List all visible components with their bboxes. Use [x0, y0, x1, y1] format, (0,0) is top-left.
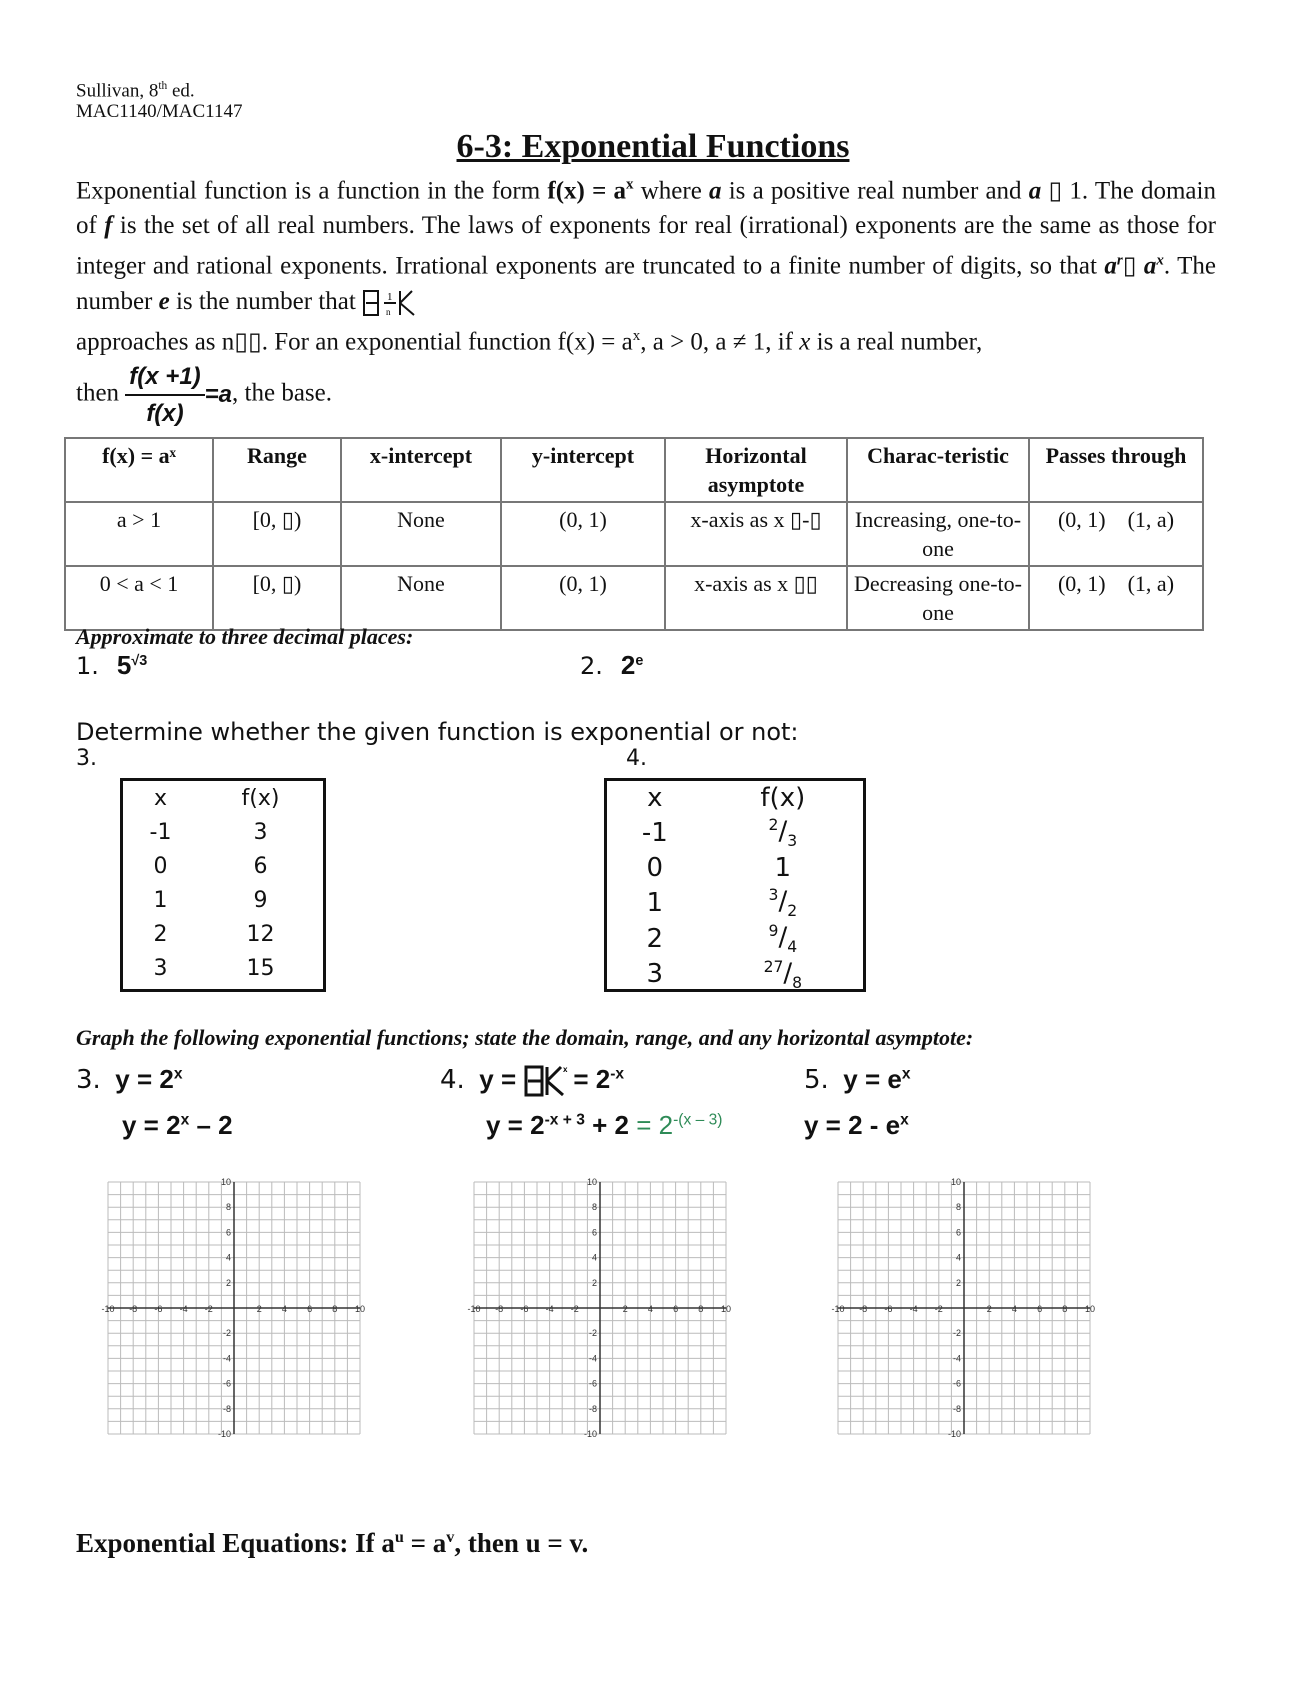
half-power-expression-icon	[523, 1064, 573, 1098]
x-tick-label: -10	[101, 1304, 115, 1314]
graph-problem-5-line-2: $y = 2 - e^x$	[804, 1110, 909, 1140]
y-tick-label: -6	[952, 1378, 961, 1389]
graph-problem-4-line-2: $y = 2^{-x + 3} + 2 = 2^{-(x - 3)}$	[486, 1110, 723, 1140]
y-tick-label: 2	[591, 1277, 597, 1288]
x-tick-label: -2	[204, 1304, 213, 1314]
x-tick-label: 8	[1062, 1304, 1068, 1314]
table-header-row	[65, 438, 1203, 502]
x-tick-label: 4	[281, 1304, 287, 1314]
svg-text:1: 1	[387, 290, 393, 303]
determine-heading: Determine whether the given function is exponential or not:	[76, 718, 799, 746]
y-tick-label: 4	[591, 1252, 597, 1263]
ratio-fraction: $\frac{f(x +1)}{f(x)}$	[125, 359, 204, 431]
x-tick-label: 4	[647, 1304, 653, 1314]
x-tick-label: 6	[1037, 1304, 1043, 1314]
page-title: 6-3: Exponential Functions	[456, 128, 850, 165]
course-edition: Sullivan, 8th ed.	[76, 80, 195, 102]
x-tick-label: -4	[909, 1304, 918, 1314]
y-tick-label: 6	[225, 1227, 231, 1238]
function-table-4: x f(x) -1 $^2/_3$ 0 1 1 $^3/_2$ 2 $^9/_4$ 3 $^{27}/_8$	[604, 778, 866, 992]
x-tick-label: 10	[720, 1304, 732, 1314]
approx-question-1: 1. $5^{√3}$	[76, 650, 148, 680]
y-tick-label: -4	[588, 1353, 597, 1364]
function-table-3: x f(x) -1 3 0 6 1 9 2 12 3 15	[120, 778, 326, 992]
graph-heading: Graph the following exponential functions; state the domain, range, and any horizontal asymptote:	[76, 1025, 974, 1050]
x-tick-label: -8	[129, 1304, 138, 1314]
header-characteristic: Charac-teristic	[847, 438, 1029, 502]
course-code: MAC1140/MAC1147	[76, 101, 243, 122]
y-tick-label: -8	[222, 1403, 231, 1414]
x-tick-label: -2	[934, 1304, 943, 1314]
x-tick-label: -4	[179, 1304, 188, 1314]
x-tick-label: 10	[354, 1304, 366, 1314]
y-tick-label: 8	[591, 1202, 597, 1213]
x-tick-label: 10	[1084, 1304, 1096, 1314]
graph-problem-4-line-1: 4. y = x = $2^{-x}$	[440, 1064, 624, 1098]
determine-q3-number: 3.	[76, 746, 97, 771]
y-tick-label: -10	[217, 1429, 231, 1439]
y-tick-label: 6	[955, 1227, 961, 1238]
approx-heading: Approximate to three decimal places:	[76, 624, 414, 649]
e-limit-expression-icon	[362, 288, 418, 318]
svg-text:n: n	[386, 306, 391, 317]
y-tick-label: -6	[222, 1378, 231, 1389]
x-tick-label: 8	[332, 1304, 338, 1314]
y-tick-label: 8	[225, 1202, 231, 1213]
x-tick-label: 2	[256, 1304, 262, 1314]
y-tick-label: -8	[588, 1403, 597, 1414]
exponential-equations-rule: Exponential Equations: If $a^u = a^v$, then u = v.	[76, 1528, 589, 1558]
x-tick-label: -8	[495, 1304, 504, 1314]
table-row: 0 < a < 1 [0, ▯) None (0, 1) x-axis as x ▯▯ Decreasing one-to-one (0, 1) (1, a)	[65, 566, 1203, 630]
y-tick-label: 10	[586, 1177, 597, 1187]
y-tick-label: 10	[950, 1177, 961, 1187]
header-passes-through: Passes through	[1029, 438, 1203, 502]
y-tick-label: 2	[955, 1277, 961, 1288]
properties-table	[64, 437, 1204, 631]
graph-problem-5-line-1: 5. $y = e^x$	[804, 1064, 911, 1095]
x-tick-label: -10	[831, 1304, 845, 1314]
x-tick-label: -10	[467, 1304, 481, 1314]
y-tick-label: 10	[220, 1177, 231, 1187]
coordinate-grid-4[interactable]	[467, 1176, 732, 1442]
y-tick-label: -2	[222, 1328, 231, 1339]
x-tick-label: -4	[545, 1304, 554, 1314]
y-tick-label: -10	[947, 1429, 961, 1439]
x-tick-label: -6	[884, 1304, 893, 1314]
x-tick-label: 2	[986, 1304, 992, 1314]
y-tick-label: -2	[588, 1328, 597, 1339]
header-x-intercept: x-intercept	[341, 438, 501, 502]
y-tick-label: 2	[225, 1277, 231, 1288]
y-tick-label: 4	[955, 1252, 961, 1263]
x-tick-label: 6	[673, 1304, 679, 1314]
y-tick-label: -6	[588, 1378, 597, 1389]
x-tick-label: 6	[307, 1304, 313, 1314]
y-tick-label: -4	[952, 1353, 961, 1364]
approx-question-2: 2. 2e	[580, 650, 644, 680]
x-tick-label: -6	[154, 1304, 163, 1314]
y-tick-label: 8	[955, 1202, 961, 1213]
determine-q4-number: 4.	[626, 746, 647, 771]
x-tick-label: -6	[520, 1304, 529, 1314]
header-horizontal-asymptote: Horizontal asymptote	[665, 438, 847, 502]
y-tick-label: -10	[583, 1429, 597, 1439]
x-tick-label: 4	[1011, 1304, 1017, 1314]
y-tick-label: -4	[222, 1353, 231, 1364]
svg-text:x: x	[563, 1065, 568, 1075]
y-tick-label: 6	[591, 1227, 597, 1238]
header-fx: f(x) = aˣ	[65, 438, 213, 502]
x-tick-label: 8	[698, 1304, 704, 1314]
coordinate-grid-5[interactable]	[831, 1176, 1096, 1442]
x-tick-label: -2	[570, 1304, 579, 1314]
y-tick-label: -8	[952, 1403, 961, 1414]
x-tick-label: -8	[859, 1304, 868, 1314]
y-tick-label: 4	[225, 1252, 231, 1263]
graph-problem-3-line-1: 3. $y = 2^x$	[76, 1064, 183, 1095]
header-y-intercept: y-intercept	[501, 438, 665, 502]
header-range: Range	[213, 438, 341, 502]
x-tick-label: 2	[622, 1304, 628, 1314]
intro-paragraph: Exponential function is a function in the form $f(x) = a^x$ where a is a positive real number and a ▯ 1. The domain of f is the set of all real numbers. The laws of exponents for real (irrational) exponents are the same as those for integer and rational exponents. Irrational exponents are truncated to a finite number of digits, so that $a^r▯$ $a^x$. The number e is the number that 1 n approaches as n▯▯. For an exponential function $f(x) = a^x$, a > 0, a ≠ 1, if x is a real number, then $\frac{f(x +1)}{f(x)}$ =a, the base.	[76, 168, 1216, 431]
coordinate-grid-3[interactable]	[101, 1176, 366, 1442]
table-row: a > 1 [0, ▯) None (0, 1) x-axis as x ▯-▯ Increasing, one-to-one (0, 1) (1, a)	[65, 502, 1203, 566]
y-tick-label: -2	[952, 1328, 961, 1339]
graph-problem-3-line-2: $y = 2^x - 2$	[122, 1110, 233, 1140]
